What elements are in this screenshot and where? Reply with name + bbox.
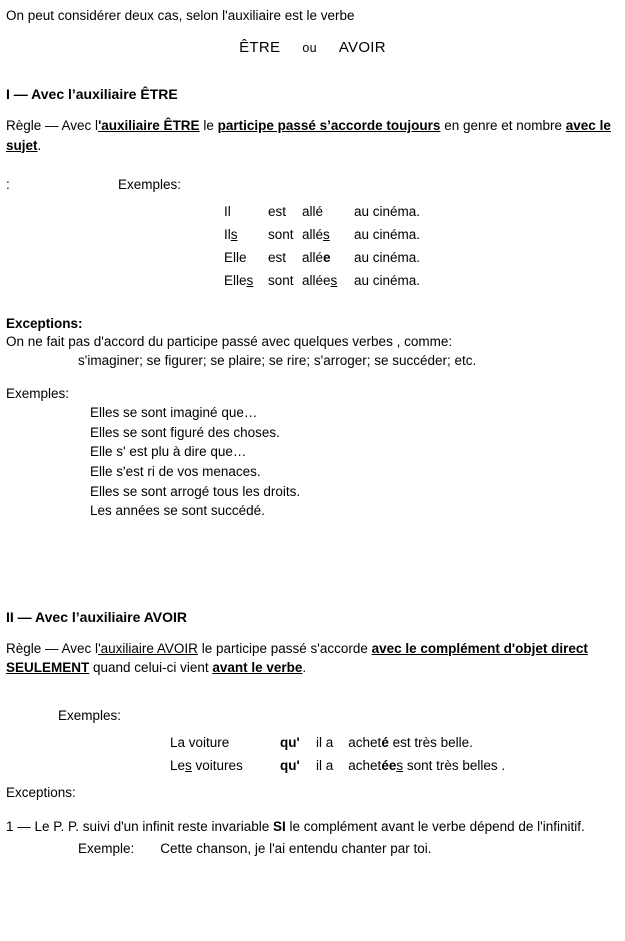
rule2-mid-1: le participe passé s'accorde — [197, 640, 372, 656]
list-item: Les années se sont succédé. — [90, 503, 265, 519]
row-pronoun-s: s — [230, 227, 238, 243]
examples-label-one: Exemples: — [118, 177, 182, 193]
examples-label-three: Exemples: — [58, 707, 122, 723]
row-pp-ending: é — [381, 734, 389, 750]
section-two-rule — [6, 639, 619, 678]
section-one-rule — [6, 116, 619, 155]
row-subject: La voiture — [170, 734, 230, 750]
auxiliary-avoir: AVOIR — [338, 39, 386, 56]
section-spacer — [6, 521, 619, 579]
row-aux: sont — [268, 227, 294, 243]
row-pp-s: s — [323, 227, 330, 243]
colon-marker: : — [6, 177, 10, 193]
rule-bold-underline-1: 'auxiliaire ÊTRE — [98, 118, 200, 133]
row-pp: allé — [302, 204, 324, 220]
example-sentence-list — [6, 403, 619, 520]
exceptions-text-one: On ne fait pas d'accord du participe passé avec quelques verbes , comme: — [6, 334, 453, 350]
rule-bold-underline-3: avec le sujet — [6, 118, 611, 153]
examples-label-two: Exemples: — [6, 386, 70, 402]
rule-mid-1: le — [199, 118, 218, 133]
row-pronoun: Il — [224, 227, 231, 243]
row-subject-rest: voitures — [191, 757, 243, 773]
table-row — [6, 200, 420, 223]
row-aux: sont — [268, 273, 294, 289]
final-paragraph — [6, 818, 619, 837]
rule2-prefix: Règle — Avec l — [6, 640, 99, 656]
row-rest: sont très belles . — [406, 757, 506, 773]
row-pp: achet — [348, 734, 382, 750]
row-rest: au cinéma. — [354, 204, 421, 220]
row-pp: allé — [302, 227, 324, 243]
table-row — [6, 223, 420, 246]
row-pronoun: Elle — [224, 273, 247, 289]
final-text-1: 1 — Le P. P. suivi d'un infinit reste invariable — [6, 818, 273, 834]
row-rest: au cinéma. — [354, 273, 421, 289]
row-aux: est — [268, 204, 287, 220]
exceptions-verb-list: s'imaginer; se figurer; se plaire; se rire; s'arroger; se succéder; etc. — [78, 353, 477, 369]
rule2-end: . — [302, 660, 307, 676]
row-rest: est très belle. — [392, 734, 473, 750]
section-two-title: II — Avec l’auxiliaire AVOIR — [6, 608, 188, 625]
auxiliary-ou: ou — [302, 41, 317, 55]
list-item: Elles se sont arrogé tous les droits. — [90, 483, 301, 499]
exceptions-title-one: Exceptions: — [6, 316, 83, 332]
row-pp-ending: ée — [381, 757, 397, 773]
row-pp: allée — [302, 273, 331, 289]
rule2-bold-underline-2: avant le verbe — [212, 660, 303, 676]
table-row — [6, 246, 420, 269]
row-pronoun: Il — [224, 204, 231, 220]
section-one-title: I — Avec l’auxiliaire ÊTRE — [6, 86, 178, 102]
rule-bold-underline-2: participe passé s’accorde toujours — [217, 118, 441, 133]
final-si: SI — [272, 818, 286, 834]
avoir-examples-table — [6, 731, 505, 777]
row-ila: il a — [316, 734, 334, 750]
final-example-row — [6, 841, 619, 856]
etre-examples-table — [6, 200, 420, 292]
row-subject: Le — [170, 757, 186, 773]
rule-end: . — [37, 137, 42, 153]
list-item: Elles se sont figuré des choses. — [90, 424, 280, 440]
row-pp-s: s — [330, 273, 338, 289]
row-rest: au cinéma. — [354, 227, 421, 243]
row-aux: est — [268, 250, 287, 266]
final-text-2: le complément avant le verbe dépend de l'infinitif. — [285, 818, 585, 834]
row-pp-s: s — [396, 757, 404, 773]
list-item: Elles se sont imaginé que… — [90, 405, 258, 421]
row-pp-s: e — [323, 250, 331, 266]
rule2-bold-underline-1: avec le complément d'objet direct SEULEMENT — [6, 640, 588, 676]
rule2-underline-1: 'auxiliaire AVOIR — [98, 640, 198, 656]
intro-paragraph: On peut considérer deux cas, selon l'auxiliaire est le verbe — [6, 8, 355, 23]
row-subject-s: s — [185, 757, 192, 773]
final-example-text: Cette chanson, je l'ai entendu chanter par toi. — [160, 840, 432, 856]
rule-mid-2: en genre et nombre — [440, 118, 566, 133]
row-pp: allé — [302, 250, 324, 266]
table-row — [6, 269, 420, 292]
rule2-mid-2: quand celui-ci vient — [89, 660, 213, 676]
list-item: Elle s'est ri de vos menaces. — [90, 463, 261, 479]
examples-label-row-one — [6, 177, 619, 192]
list-item: Elle s' est plu à dire que… — [90, 444, 247, 460]
table-row — [6, 731, 505, 754]
row-pp: achet — [348, 757, 382, 773]
auxiliary-heading — [6, 39, 619, 56]
exceptions-title-two: Exceptions: — [6, 784, 76, 800]
row-ila: il a — [316, 757, 334, 773]
row-que: qu' — [280, 734, 300, 750]
table-row — [6, 754, 505, 777]
rule-prefix: Règle — Avec l — [6, 118, 99, 133]
row-rest: au cinéma. — [354, 250, 421, 266]
row-pronoun-s: s — [246, 273, 254, 289]
auxiliary-etre: ÊTRE — [239, 39, 281, 56]
row-pronoun: Elle — [224, 250, 247, 266]
row-que: qu' — [280, 757, 300, 773]
final-example-label: Exemple: — [78, 840, 135, 856]
